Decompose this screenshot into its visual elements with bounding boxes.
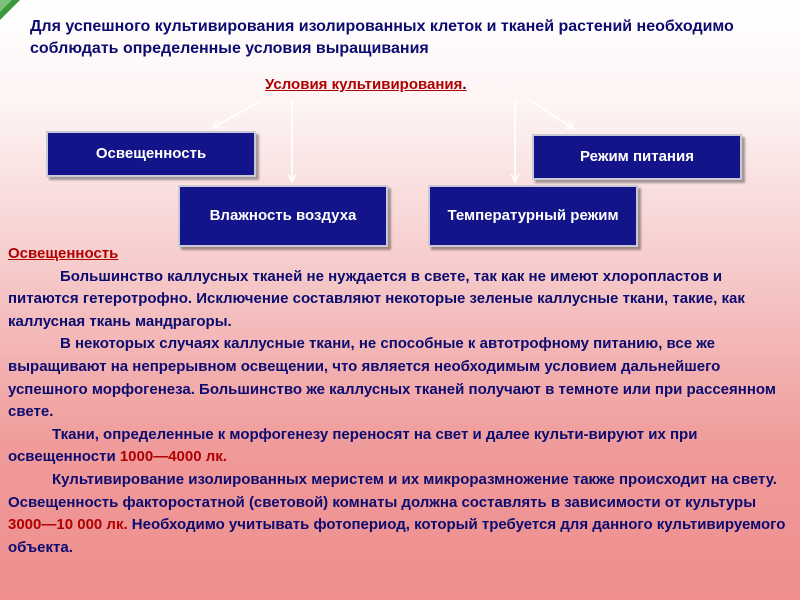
lux-range-1: 1000—4000 лк. bbox=[119, 448, 227, 466]
box-temperature: Температурный режим bbox=[428, 185, 638, 247]
box-nutrition: Режим питания bbox=[532, 134, 742, 180]
box-lighting: Освещенность bbox=[46, 131, 256, 177]
paragraph-2: В некоторых случаях каллусные ткани, не способные к автотрофному питанию, все же выращивают на непрерывном освещении, что является необходимым условием дальнейшего успешного морфогенеза. Большинство же каллусных тканей получают в темноте или при рассеянном свете. bbox=[8, 335, 776, 421]
paragraph-4-text-b: Необходимо учитывать фотопериод, который требуется для данного культивируемого объекта. bbox=[8, 516, 786, 556]
lux-range-2: 3000—10 000 лк. bbox=[8, 516, 128, 534]
arrow-to-nutrition bbox=[530, 100, 574, 129]
body-text bbox=[8, 243, 792, 559]
diagram-root-label bbox=[265, 76, 467, 93]
paragraph-4-text-a: Культивирование изолированных меристем и их микроразмножение также происходит на свету. Освещенность факторостатной (световой) комнаты должна составлять в зависимости от культуры bbox=[8, 470, 777, 511]
paragraph-3-text: Ткани, определенные к морфогенезу переносят на свет и далее культи-вируют их при освещенности bbox=[8, 425, 698, 466]
corner-decoration bbox=[0, 0, 26, 26]
diagram-root-dot: . bbox=[462, 76, 467, 93]
diagram-root-text: Условия культивирования bbox=[265, 76, 463, 93]
arrow-to-lighting bbox=[212, 100, 262, 128]
paragraph-4 bbox=[8, 469, 792, 559]
slide-title: Для успешного культивирования изолированных клеток и тканей растений необходимо соблюдать определенные условия выращивания bbox=[30, 18, 734, 57]
paragraph-1: Большинство каллусных тканей не нуждается в свете, так как не имеют хлоропластов и питаются гетеротрофно. Исключение составляют некоторые зеленые каллусные ткани, такие, как каллусная ткань мандрагоры. bbox=[8, 267, 745, 330]
box-humidity: Влажность воздуха bbox=[178, 185, 388, 247]
paragraph-3 bbox=[8, 424, 792, 469]
section-heading: Освещенность bbox=[8, 245, 119, 262]
